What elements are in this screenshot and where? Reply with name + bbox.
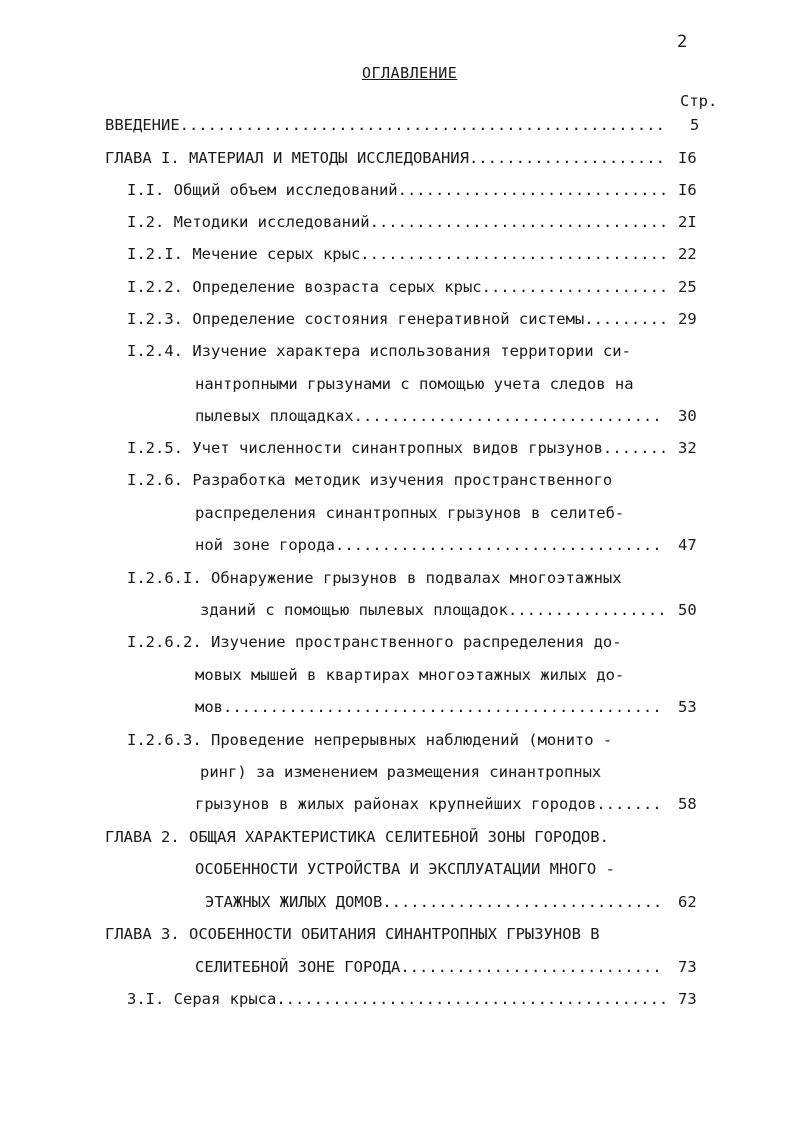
toc-entry-text: распределения синантропных грызунов в селитеб- (195, 504, 625, 522)
toc-entry-text: I.2.5. Учет численности синантропных видов грызунов (127, 439, 603, 457)
toc-entry-page: 25 (678, 278, 697, 296)
toc-entry-1-2-1 (127, 243, 665, 265)
toc-entry-page: 73 (678, 958, 697, 976)
toc-entry-text: I.2.3. Определение состояния генеративной системы (127, 310, 585, 328)
leader-dots (276, 988, 665, 1010)
toc-entry-1-2-6-1-line-1 (127, 567, 622, 589)
toc-entry-text: ринг) за изменением размещения синантропных (200, 763, 602, 781)
toc-entry-text: ЭТАЖНЫХ ЖИЛЫХ ДОМОВ (205, 893, 383, 911)
toc-entry-page: 50 (678, 601, 697, 619)
toc-entry-chapter-2-line-3 (205, 891, 665, 913)
toc-entry-text: ВВЕДЕНИЕ (105, 116, 180, 134)
leader-dots (469, 147, 665, 169)
leader-dots (354, 405, 665, 427)
toc-entry-page: 29 (678, 310, 697, 328)
toc-entry-chapter-2-line-2 (195, 858, 615, 880)
toc-entry-text: I.I. Общий объем исследований (127, 181, 398, 199)
leader-dots (180, 114, 665, 136)
leader-dots (603, 437, 665, 459)
toc-entry-text: ОСОБЕННОСТИ УСТРОЙСТВА И ЭКСПЛУАТАЦИИ МНОГО - (195, 860, 615, 878)
toc-entry-page: 2I (678, 213, 697, 231)
toc-entry-page: 30 (678, 407, 697, 425)
toc-entry-text: СЕЛИТЕБНОЙ ЗОНЕ ГОРОДА (195, 958, 401, 976)
toc-entry-text: I.2.6.I. Обнаружение грызунов в подвалах многоэтажных (127, 569, 622, 587)
toc-entry-page: I6 (678, 149, 697, 167)
leader-dots (335, 534, 665, 556)
toc-entry-page: 5 (690, 116, 700, 134)
toc-entry-text: I.2. Методики исследований (127, 213, 370, 231)
page-column-label: Стр. (680, 92, 718, 110)
toc-entry-1-2-6-2-line-1 (127, 631, 622, 653)
toc-entry-1-2-4-line-2 (195, 373, 634, 395)
toc-entry-3-1 (127, 988, 665, 1010)
toc-entry-page: 47 (678, 536, 697, 554)
toc-entry-1-2 (127, 211, 665, 233)
toc-entry-text: зданий с помощью пылевых площадок (200, 601, 508, 619)
toc-entry-page: 53 (678, 698, 697, 716)
toc-entry-introduction (105, 114, 665, 136)
leader-dots (360, 243, 665, 265)
leader-dots (482, 276, 665, 298)
toc-entry-text: ной зоне города (195, 536, 335, 554)
toc-entry-text: ГЛАВА 3. ОСОБЕННОСТИ ОБИТАНИЯ СИНАНТРОПНЫХ ГРЫЗУНОВ В (105, 925, 600, 943)
leader-dots (400, 956, 665, 978)
toc-entry-1-2-2 (127, 276, 665, 298)
toc-entry-chapter-2-line-1 (105, 826, 609, 848)
toc-entry-chapter-1 (105, 147, 665, 169)
toc-entry-1-2-5 (127, 437, 665, 459)
page-number: 2 (677, 32, 688, 52)
toc-entry-chapter-3-line-2 (195, 956, 665, 978)
toc-entry-1-2-6-1-line-2 (200, 599, 665, 621)
toc-entry-1-1 (127, 179, 665, 201)
toc-entry-text: ГЛАВА I. МАТЕРИАЛ И МЕТОДЫ ИССЛЕДОВАНИЯ (105, 149, 469, 167)
toc-entry-1-2-6-line-2 (195, 502, 624, 524)
toc-entry-1-2-6-3-line-3 (195, 793, 665, 815)
toc-entry-text: ГЛАВА 2. ОБЩАЯ ХАРАКТЕРИСТИКА СЕЛИТЕБНОЙ ЗОНЫ ГОРОДОВ. (105, 828, 609, 846)
toc-entry-chapter-3-line-1 (105, 923, 600, 945)
toc-entry-text: мовых мышей в квартирах многоэтажных жилых до- (195, 666, 625, 684)
toc-entry-1-2-6-line-1 (127, 469, 612, 491)
toc-entry-page: 62 (678, 893, 697, 911)
toc-entry-1-2-4-line-1 (127, 340, 631, 362)
toc-entry-page: 73 (678, 990, 697, 1008)
leader-dots (370, 211, 665, 233)
toc-entry-text: I.2.6.3. Проведение непрерывных наблюдений (монито - (127, 731, 613, 749)
toc-entry-text: 3.I. Серая крыса (127, 990, 277, 1008)
leader-dots (508, 599, 665, 621)
leader-dots (398, 179, 665, 201)
leader-dots (382, 891, 665, 913)
toc-entry-text: мов (195, 698, 223, 716)
toc-entry-text: I.2.2. Определение возраста серых крыс (127, 278, 482, 296)
toc-entry-1-2-6-3-line-1 (127, 729, 612, 751)
leader-dots (596, 793, 665, 815)
toc-entry-1-2-3 (127, 308, 665, 330)
toc-entry-page: I6 (678, 181, 697, 199)
toc-entry-1-2-4-line-3 (195, 405, 665, 427)
toc-entry-page: 32 (678, 439, 697, 457)
toc-entry-page: 22 (678, 245, 697, 263)
toc-entry-text: I.2.6.2. Изучение пространственного распределения до- (127, 633, 622, 651)
leader-dots (584, 308, 665, 330)
toc-entry-text: грызунов в жилых районах крупнейших городов (195, 795, 597, 813)
toc-entry-1-2-6-3-line-2 (200, 761, 601, 783)
toc-title: ОГЛАВЛЕНИЕ (362, 64, 458, 82)
toc-entry-text: нантропными грызунами с помощью учета следов на (195, 375, 634, 393)
toc-entry-1-2-6-line-3 (195, 534, 665, 556)
toc-entry-page: 58 (678, 795, 697, 813)
toc-entry-1-2-6-2-line-3 (195, 696, 665, 718)
toc-entry-text: пылевых площадках (195, 407, 354, 425)
toc-entry-1-2-6-2-line-2 (195, 664, 624, 686)
toc-entry-text: I.2.6. Разработка методик изучения пространственного (127, 471, 613, 489)
leader-dots (223, 696, 665, 718)
toc-entry-text: I.2.4. Изучение характера использования территории си- (127, 342, 631, 360)
toc-entry-text: I.2.I. Мечение серых крыс (127, 245, 361, 263)
